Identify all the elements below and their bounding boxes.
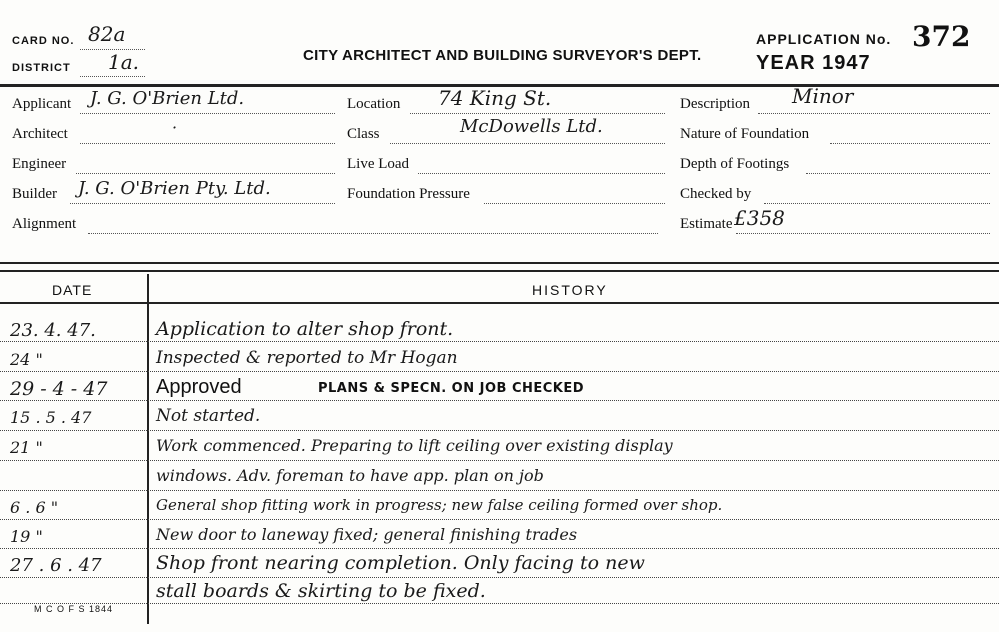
architect-label: Architect bbox=[12, 126, 68, 142]
engineer-label: Engineer bbox=[12, 156, 67, 172]
history-column-header: HISTORY bbox=[532, 282, 608, 298]
department-title: CITY ARCHITECT AND BUILDING SURVEYOR'S DEPT. bbox=[303, 47, 702, 64]
architect-value: · bbox=[172, 118, 178, 137]
location-value: 74 King St. bbox=[438, 86, 552, 110]
card-no-label: CARD NO. bbox=[12, 35, 75, 47]
table-row-history: Application to alter shop front. bbox=[156, 318, 454, 340]
table-row-history: Inspected & reported to Mr Hogan bbox=[156, 348, 458, 368]
date-column-header: DATE bbox=[52, 282, 93, 298]
approval-stamp: PLANS & SPECN. ON JOB CHECKED bbox=[318, 381, 585, 396]
builder-label: Builder bbox=[12, 186, 57, 202]
district-label: DISTRICT bbox=[12, 62, 71, 74]
table-row-date: 6 . 6 " bbox=[10, 498, 59, 517]
table-row-history: windows. Adv. foreman to have app. plan on job bbox=[156, 466, 544, 485]
class-label: Class bbox=[347, 126, 380, 142]
table-row-date: 15 . 5 . 47 bbox=[10, 408, 92, 427]
table-row-history: Not started. bbox=[156, 406, 261, 426]
alignment-label: Alignment bbox=[12, 216, 77, 232]
class-value: McDowells Ltd. bbox=[460, 116, 603, 137]
table-row-history: Approved bbox=[156, 376, 242, 398]
table-row-history: Shop front nearing completion. Only facing to new bbox=[156, 552, 645, 574]
location-label: Location bbox=[347, 96, 401, 112]
table-row-date: 19 " bbox=[10, 527, 43, 546]
district-value: 1a. bbox=[108, 50, 140, 74]
table-row-history: Work commenced. Preparing to lift ceiling over existing display bbox=[156, 436, 673, 455]
nature-of-foundation-label: Nature of Foundation bbox=[680, 126, 810, 142]
year-label: YEAR 1947 bbox=[756, 52, 871, 74]
table-row-date: 27 . 6 . 47 bbox=[10, 555, 102, 576]
form-code: M C O F S 1844 bbox=[34, 604, 114, 614]
applicant-label: Applicant bbox=[12, 96, 72, 112]
depth-of-footings-label: Depth of Footings bbox=[680, 156, 790, 172]
table-row-date: 21 " bbox=[10, 438, 43, 457]
application-number: 372 bbox=[912, 20, 971, 53]
table-row-date: 23. 4. 47. bbox=[10, 320, 96, 341]
table-row-date: 24 " bbox=[10, 350, 43, 369]
table-row-history: New door to laneway fixed; general finishing trades bbox=[156, 525, 578, 544]
column-divider bbox=[147, 274, 149, 624]
table-row-history: General shop fitting work in progress; new false ceiling formed over shop. bbox=[156, 496, 723, 514]
table-row-date: 29 - 4 - 47 bbox=[10, 378, 108, 400]
table-row-history: stall boards & skirting to be fixed. bbox=[156, 580, 486, 602]
foundation-pressure-label: Foundation Pressure bbox=[347, 186, 470, 202]
estimate-value: £358 bbox=[734, 206, 785, 230]
description-value: Minor bbox=[792, 84, 854, 108]
application-label: APPLICATION No. bbox=[756, 31, 892, 47]
live-load-label: Live Load bbox=[347, 156, 410, 172]
checked-by-label: Checked by bbox=[680, 186, 752, 202]
applicant-value: J. G. O'Brien Ltd. bbox=[90, 88, 245, 109]
card-no-value: 82a bbox=[88, 22, 126, 46]
builder-value: J. G. O'Brien Pty. Ltd. bbox=[78, 178, 271, 199]
estimate-label: Estimate bbox=[680, 216, 733, 232]
description-label: Description bbox=[680, 96, 750, 112]
